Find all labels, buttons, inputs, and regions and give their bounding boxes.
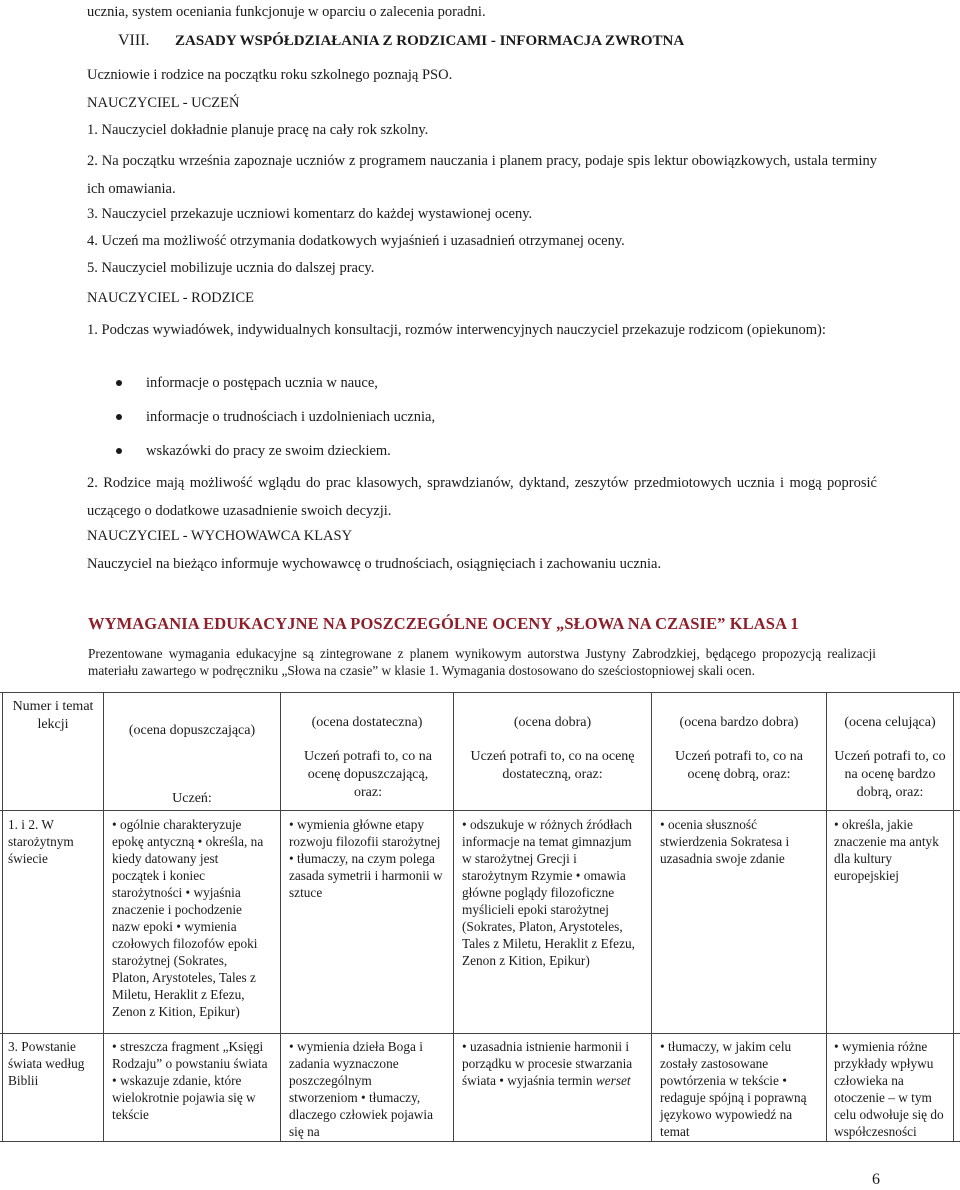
pso-paragraph: Uczniowie i rodzice na początku roku szkolnego poznają PSO. (87, 67, 453, 83)
table-cell: • ocenia słuszność stwierdzenia Sokratesa i uzasadnia swoje zdanie (660, 817, 790, 866)
table-row-lesson: 3. Powstanie świata według Biblii (8, 1039, 85, 1088)
requirements-table (0, 692, 960, 1142)
table-cell: • wymienia główne etapy rozwoju filozofii starożytnej • tłumaczy, na czym polega zasada symetrii i harmonii w sztuce (289, 817, 443, 900)
section-number: VIII. (118, 32, 150, 49)
table-cell: • streszcza fragment „Księgi Rodzaju” o powstaniu świata • wskazuje zdanie, które wielokrotnie pojawia się w tekście (112, 1039, 268, 1122)
header-grade-2-sub: Uczeń: (172, 791, 212, 806)
teacher-student-item-1: 1. Nauczyciel dokładnie planuje pracę na cały rok szkolny. (87, 122, 429, 138)
table-cell: • wymienia dzieła Boga i zadania wyznaczone poszczególnym stworzeniom • tłumaczy, dlaczego człowiek pojawia się na (289, 1039, 433, 1139)
table-row-lesson: 1. i 2. W starożytnym świecie (8, 817, 74, 866)
table-cell: • odszukuje w różnych źródłach informacje na temat gimnazjum w starożytnej Grecji i starożytnym Rzymie • omawia główne poglądy filozoficzne myślicieli epoki starożytnej (Sokrates, Platon, Arystoteles, Tales z Miletu, Heraklit z Efezu, Zenon z Kition, Epikur) (462, 817, 635, 968)
teacher-homeroom-paragraph: Nauczyciel na bieżąco informuje wychowawcę o trudnościach, osiągnięciach i zachowaniu ucznia. (87, 556, 662, 572)
header-grade-6-sub: Uczeń potrafi to, co na ocenę bardzo dobrą, oraz: (834, 749, 946, 800)
table-cell: • określa, jakie znaczenie ma antyk dla kultury europejskiej (834, 817, 939, 883)
heading-teacher-homeroom: NAUCZYCIEL - WYCHOWAWCA KLASY (87, 528, 353, 544)
teacher-student-item-2: 2. Na początku września zapoznaje uczniów z programem nauczania i planem pracy, podaje spis lektur obowiązkowych, ustala terminy ich omawiania. (87, 153, 877, 197)
header-grade-6: (ocena celująca) (844, 715, 936, 730)
table-cell: • ogólnie charakteryzuje epokę antyczną • określa, na kiedy datowany jest początek i koniec starożytności • wyjaśnia znaczenie i pochodzenie nazw epoki • wymienia czołowych filozofów epoki starożytnej (Sokrates, Platon, Arystoteles, Tales z Miletu, Heraklit z Efezu, Zenon z Kition, Epikur) (112, 817, 264, 1019)
header-grade-3: (ocena dostateczna) (311, 715, 423, 730)
header-grade-3-sub: Uczeń potrafi to, co na ocenę dopuszczającą, oraz: (304, 749, 432, 800)
teacher-student-item-3: 3. Nauczyciel przekazuje uczniowi komentarz do każdej wystawionej oceny. (87, 206, 533, 222)
teacher-student-item-4: 4. Uczeń ma możliwość otrzymania dodatkowych wyjaśnień i uzasadnień otrzymanej oceny. (87, 233, 625, 249)
text-line-top: ucznia, system oceniania funkcjonuje w oparciu o zalecenia poradni. (87, 4, 486, 20)
bullet-icon (116, 380, 122, 386)
header-grade-5-sub: Uczeń potrafi to, co na ocenę dobrą, oraz: (675, 749, 803, 782)
heading-teacher-student: NAUCZYCIEL - UCZEŃ (87, 95, 240, 111)
teacher-parents-item-1: 1. Podczas wywiadówek, indywidualnych konsultacji, rozmów interwencyjnych nauczyciel przekazuje rodzicom (opiekunom): (87, 322, 826, 338)
heading-teacher-parents: NAUCZYCIEL - RODZICE (87, 290, 254, 306)
term-italic: werset (595, 1073, 631, 1088)
requirements-title: WYMAGANIA EDUKACYJNE NA POSZCZEGÓLNE OCENY „SŁOWA NA CZASIE” KLASA 1 (88, 614, 799, 633)
table-cell: • wymienia różne przykłady wpływu człowieka na otoczenie – w tym celu odwołuje się do współczesności (834, 1039, 944, 1139)
table-cell: • uzasadnia istnienie harmonii i porządku w procesie stwarzania świata • wyjaśnia termin werset (462, 1039, 633, 1088)
teacher-student-item-5: 5. Nauczyciel mobilizuje ucznia do dalszej pracy. (87, 260, 375, 276)
page-number: 6 (872, 1171, 880, 1188)
document-page: ucznia, system oceniania funkcjonuje w oparciu o zalecenia poradni. VIII. ZASADY WSPÓŁDZIAŁANIA Z RODZICAMI - INFORMACJA ZWROTNA Uczniowie i rodzice na początku roku szkolnego poznają PSO. NAUCZYCIEL - UCZEŃ 1. Nauczyciel dokładnie planuje pracę na cały rok szkolny. 2. Na początku września zapoznaje uczniów z programem nauczania i planem pracy, podaje spis lektur obowiązkowych, ustala terminy ich omawiania. 3. Nauczyciel przekazuje uczniowi komentarz do każdej wystawionej oceny. 4. Uczeń ma możliwość otrzymania dodatkowych wyjaśnień i uzasadnień otrzymanej oceny. 5. Nauczyciel mobilizuje ucznia do dalszej pracy. NAUCZYCIEL - RODZICE 1. Podczas wywiadówek, indywidualnych konsultacji, rozmów interwencyjnych nauczyciel przekazuje rodzicom (opiekunom): informacje o postępach ucznia w nauce, informacje o trudnościach i uzdolnieniach ucznia, wskazówki do pracy ze swoim dzieckiem. 2. Rodzice mają możliwość wglądu do prac klasowych, sprawdzianów, dyktand, zeszytów przedmiotowych ucznia i mogą poprosić uczącego o dodatkowe uzasadnienie swoich decyzji. NAUCZYCIEL - WYCHOWAWCA KLASY Nauczyciel na bieżąco informuje wychowawcę o trudnościach, osiągnięciach i zachowaniu ucznia. WYMAGANIA EDUKACYJNE NA POSZCZEGÓLNE OCENY „SŁOWA NA CZASIE” KLASA 1 Prezentowane wymagania edukacyjne są zintegrowane z planem wynikowym autorstwa Justyny Zabrodzkiej, będącego propozycją realizacji materiału zawartego w podręczniku „Słowa na czasie” w klasie 1. Wymagania dostosowano do sześciostopniowej skali ocen. Numer i temat lekcji (ocena dopuszczająca) Uczeń: (ocena dostateczna) Uczeń potrafi to, co na ocenę dopuszczającą, oraz: (ocena dobra) Uczeń potrafi to, co na ocenę dostateczną, oraz: (ocena bardzo dobra) Uczeń potrafi to, co na ocenę dobrą, oraz: (ocena celująca) Uczeń potrafi to, co na ocenę bardzo dobrą, oraz: 1. i 2. W starożytnym świecie • ogólnie charakteryzuje epokę antyczną • określa, na kiedy datowany jest początek i koniec starożytności • wyjaśnia znaczenie i pochodzenie nazw epoki • wymienia czołowych filozofów epoki starożytnej (Sokrates, Platon, Arystoteles, Tales z Miletu, Heraklit z Efezu, Zenon z Kition, Epikur) • wymienia główne etapy rozwoju filozofii starożytnej • tłumaczy, na czym polega zasada symetrii i harmonii w sztuce • odszukuje w różnych źródłach informacje na temat gimnazjum w starożytnej Grecji i starożytnym Rzymie • omawia główne poglądy filozoficzne myślicieli epoki starożytnej (Sokrates, Platon, Arystoteles, Tales z Miletu, Heraklit z Efezu, Zenon z Kition, Epikur) • ocenia słuszność stwierdzenia Sokratesa i uzasadnia swoje zdanie • określa, jakie znaczenie ma antyk dla kultury europejskiej 3. Powstanie świata według Biblii • streszcza fragment „Księgi Rodzaju” o powstaniu świata • wskazuje zdanie, które wielokrotnie pojawia się w tekście • wymienia dzieła Boga i zadania wyznaczone poszczególnym stworzeniom • tłumaczy, dlaczego człowiek pojawia się na • uzasadnia istnienie harmonii i porządku w procesie stwarzania świata • wyjaśnia termin werset • tłumaczy, w jakim celu zostały zastosowane powtórzenia w tekście • redaguje spójną i poprawną językowo wypowiedź na temat • wymienia różne przykłady wpływu człowieka na otoczenie – w tym celu odwołuje się do współczesności 6 (0, 0, 960, 1190)
bullet-icon (116, 414, 122, 420)
table-cell: • tłumaczy, w jakim celu zostały zastosowane powtórzenia w tekście • redaguje spójną i poprawną językowo wypowiedź na temat (660, 1039, 807, 1139)
header-grade-4-sub: Uczeń potrafi to, co na ocenę dostateczną, oraz: (470, 749, 635, 782)
bullet-icon (116, 448, 122, 454)
header-grade-5: (ocena bardzo dobra) (679, 715, 799, 730)
header-grade-2: (ocena dopuszczająca) (128, 723, 256, 738)
header-lesson-column: Numer i temat lekcji (12, 699, 94, 732)
teacher-parents-item-2: 2. Rodzice mają możliwość wglądu do prac klasowych, sprawdzianów, dyktand, zeszytów przedmiotowych ucznia i mogą poprosić uczącego o dodatkowe uzasadnienie swoich decyzji. (87, 475, 877, 519)
header-grade-4: (ocena dobra) (513, 715, 592, 730)
section-title: ZASADY WSPÓŁDZIAŁANIA Z RODZICAMI - INFORMACJA ZWROTNA (175, 33, 685, 49)
requirements-intro: Prezentowane wymagania edukacyjne są zintegrowane z planem wynikowym autorstwa Justyny Zabrodzkiej, będącego propozycją realizacji materiału zawartego w podręczniku „Słowa na czasie” w klasie 1. Wymagania dostosowano do sześciostopniowej skali ocen. (88, 646, 876, 678)
